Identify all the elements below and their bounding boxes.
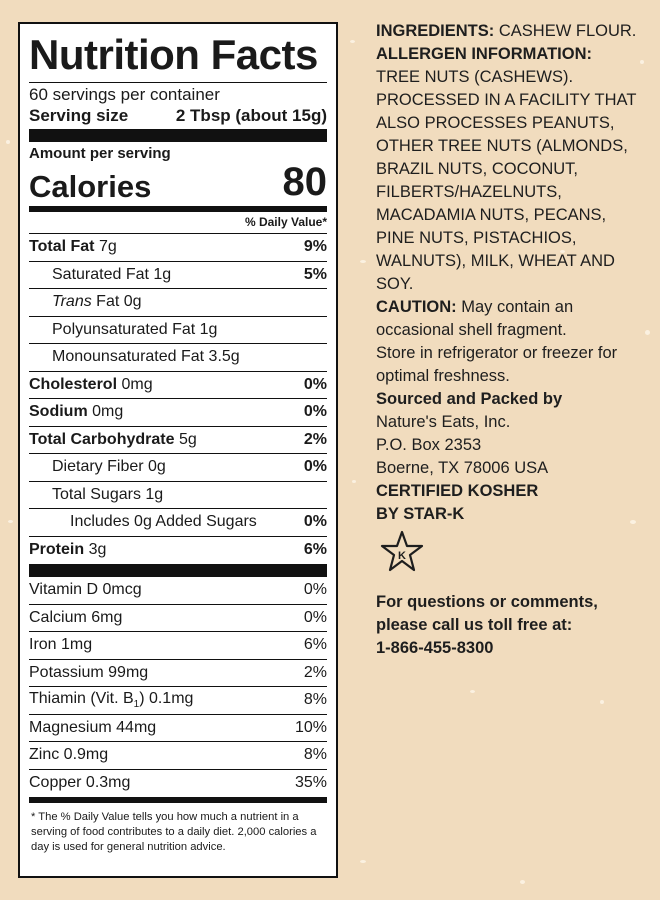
- nutrient-dv: 0%: [303, 403, 327, 421]
- vitamin-dv: 0%: [303, 581, 327, 599]
- nutrient-amount: 1g: [153, 265, 172, 283]
- phone-number: 1-866-455-8300: [376, 639, 494, 657]
- nutrient-row-dietary-fiber: [29, 454, 327, 482]
- vitamin-label: Iron 1mg: [29, 636, 93, 654]
- calories-row: [29, 162, 327, 202]
- vitamin-dv: 2%: [303, 663, 327, 681]
- nutrient-amount: 0g: [123, 293, 142, 311]
- allergen-information: ALLERGEN INFORMATION: TREE NUTS (CASHEWS).: [376, 45, 593, 86]
- nutrient-amount: 5g: [178, 430, 197, 448]
- nutrient-label: Fat: [96, 293, 120, 311]
- star-k-letter: K: [398, 550, 406, 562]
- nutrient-amount: 1g: [145, 485, 164, 503]
- vitamin-label: Zinc 0.9mg: [29, 746, 109, 764]
- serving-size-value: 2 Tbsp (about 15g): [175, 106, 327, 125]
- contact-info: For questions or comments, please call us toll free at: 1-866-455-8300: [376, 593, 598, 657]
- nutrient-row-protein: [29, 537, 327, 565]
- divider: [29, 82, 327, 83]
- vitamin-dv: 8%: [303, 746, 327, 764]
- nutrient-label: Total Sugars: [52, 485, 141, 503]
- vitamin-label: Copper 0.3mg: [29, 774, 131, 792]
- nutrient-dv: 9%: [303, 238, 327, 256]
- nutrient-row-sodium: [29, 399, 327, 427]
- vitamin-label: Vitamin D 0mcg: [29, 581, 142, 599]
- calories-label: Calories: [29, 169, 152, 204]
- vitamin-label: Calcium 6mg: [29, 608, 123, 626]
- nutrient-row-monounsaturated-fat: [29, 344, 327, 372]
- nutrient-amount: 0g: [148, 458, 166, 476]
- serving-size-row: [29, 105, 327, 127]
- kosher-certification: CERTIFIED KOSHER BY STAR-K: [376, 482, 539, 523]
- sourced-and-packed: Sourced and Packed by Nature's Eats, Inc. P.O. Box 2353 Boerne, TX 78006 USA: [376, 390, 563, 477]
- nutrition-facts-panel: [18, 22, 338, 878]
- nutrient-dv: 6%: [303, 541, 327, 559]
- nutrient-row-total-fat: [29, 234, 327, 262]
- nutrient-label: Total Carbohydrate: [29, 430, 175, 448]
- star-k-icon: [380, 530, 424, 574]
- serving-size-label: Serving size: [29, 106, 129, 125]
- nutrient-amount: 7g: [98, 238, 117, 256]
- nutrient-label: Sodium: [29, 403, 88, 421]
- nutrient-label: Includes 0g Added Sugars: [70, 513, 257, 531]
- vitamin-label: Magnesium 44mg: [29, 718, 157, 736]
- vitamin-row-copper: [29, 770, 327, 798]
- nutrient-dv: 2%: [303, 430, 327, 448]
- nutrient-label: Cholesterol: [29, 375, 118, 393]
- vitamin-row-vitamin-d: [29, 577, 327, 605]
- ingredients: INGREDIENTS: CASHEW FLOUR.: [376, 22, 637, 40]
- calories-value: 80: [282, 160, 327, 204]
- nutrition-facts-title: Nutrition Facts: [29, 31, 318, 78]
- storage-instructions: Store in refrigerator or freezer for optimal freshness.: [376, 344, 618, 385]
- nutrient-amount: 0mg: [121, 375, 153, 393]
- vitamin-row-magnesium: [29, 715, 327, 743]
- nutrient-amount: 0mg: [92, 403, 124, 421]
- nutrient-dv: 0%: [303, 458, 327, 476]
- daily-value-footnote: * The % Daily Value tells you how much a nutrient in a serving of food contributes to a daily diet. 2,000 calories a day is used for general nutrition advice.: [31, 811, 317, 853]
- product-info-column: [376, 20, 648, 660]
- amount-per-serving: Amount per serving: [29, 145, 171, 162]
- vitamin-row-calcium: [29, 605, 327, 633]
- vitamin-dv: 8%: [303, 691, 327, 709]
- vitamin-dv: 35%: [294, 774, 327, 792]
- nutrient-row-total-carbohydrate: [29, 427, 327, 455]
- nutrient-row-polyunsaturated-fat: [29, 317, 327, 345]
- nutrient-amount: 3.5g: [208, 348, 240, 366]
- nutrient-row-added-sugars: [29, 509, 327, 537]
- nutrient-row-total-sugars: [29, 482, 327, 510]
- nutrient-dv: 0%: [303, 375, 327, 393]
- nutrient-label: Dietary Fiber: [52, 458, 144, 476]
- thick-divider: [29, 564, 327, 577]
- nutrient-label-italic: Trans: [52, 293, 92, 311]
- vitamin-label: Thiamin (Vit. $B_1$) 0.1mg: [29, 690, 194, 711]
- facility-statement: PROCESSED IN A FACILITY THAT ALSO PROCESSES PEANUTS, OTHER TREE NUTS (ALMONDS, BRAZIL NUTS, COCONUT, FILBERTS/HAZELNUTS, MACADAMIA NUTS, PECANS, PINE NUTS, PISTACHIOS, WALNUTS), MILK, WHEAT AND SOY.: [376, 91, 637, 293]
- daily-value-header: % Daily Value*: [29, 212, 327, 234]
- servings-per-container: 60 servings per container: [29, 85, 220, 104]
- thick-divider: [29, 129, 327, 142]
- nutrient-amount: 3g: [88, 541, 107, 559]
- nutrient-label: Polyunsaturated Fat: [52, 320, 196, 338]
- nutrient-amount: 1g: [199, 320, 218, 338]
- vitamin-dv: 6%: [303, 636, 327, 654]
- nutrient-label: Total Fat: [29, 238, 95, 256]
- vitamin-row-zinc: [29, 742, 327, 770]
- nutrient-row-cholesterol: [29, 372, 327, 400]
- vitamin-dv: 10%: [294, 718, 327, 736]
- nutrient-label: Saturated Fat: [52, 265, 149, 283]
- vitamin-dv: 0%: [303, 608, 327, 626]
- caution: CAUTION: May contain an occasional shell fragment.: [376, 298, 574, 339]
- nutrient-dv: 0%: [303, 513, 327, 531]
- vitamin-label: Potassium 99mg: [29, 663, 149, 681]
- nutrient-label: Monounsaturated Fat: [52, 348, 205, 366]
- vitamin-row-thiamin: [29, 687, 327, 715]
- nutrient-row-saturated-fat: [29, 262, 327, 290]
- nutrient-label: Protein: [29, 541, 85, 559]
- nutrient-row-trans-fat: [29, 289, 327, 317]
- vitamin-row-iron: [29, 632, 327, 660]
- nutrient-dv: 5%: [303, 265, 327, 283]
- vitamin-row-potassium: [29, 660, 327, 688]
